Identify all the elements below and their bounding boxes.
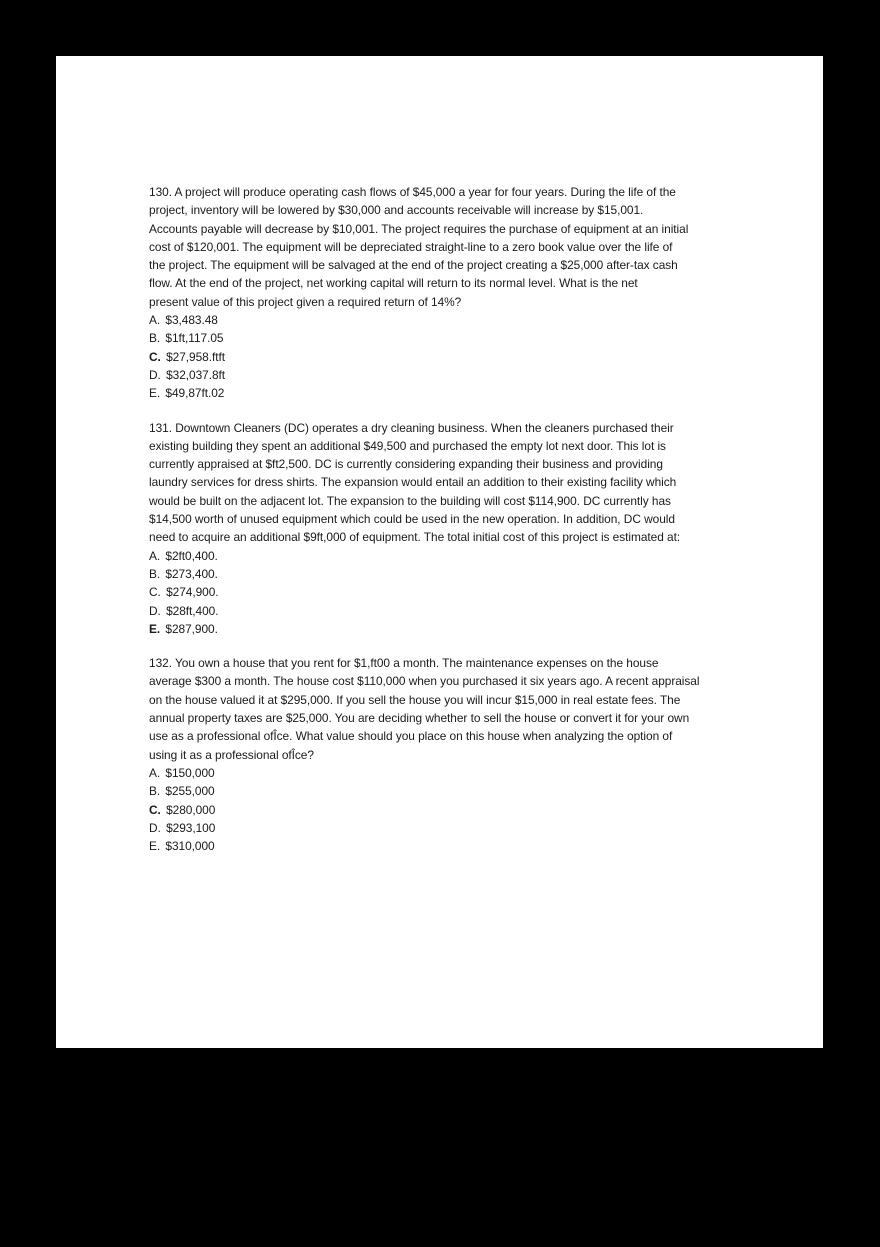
question-text (149, 183, 749, 311)
option-value: $27,958.ftft (166, 349, 225, 364)
option-value: $293,100 (166, 820, 216, 835)
answer-options (149, 311, 749, 402)
question-text-line: currently appraised at $ft2,500. DC is currently considering expanding their business and providing (149, 457, 663, 472)
answer-options (149, 764, 749, 855)
option-value: $274,900. (166, 585, 219, 600)
question-text-line: 130. A project will produce operating cash flows of $45,000 a year for four years. During the life of the (149, 185, 676, 199)
option-label: B. (149, 331, 161, 346)
option-label: B. (149, 566, 161, 581)
option-label: E. (149, 386, 161, 401)
question-text-line: cost of $120,001. The equipment will be depreciated straight-line to a zero book value over the life of (149, 239, 673, 254)
option-value: $1ft,117.05 (165, 331, 224, 346)
option-value: $49,87ft.02 (165, 386, 225, 401)
option-label: A. (149, 548, 161, 563)
option-value: $3,483.48 (165, 313, 218, 328)
question-text-line: using it as a professional ofÎce? (149, 747, 314, 762)
answer-option-a (149, 547, 749, 565)
question-text-line: present value of this project given a required return of 14%? (149, 294, 462, 309)
document-content (149, 183, 749, 871)
question-text-line: the project. The equipment will be salvaged at the end of the project creating a $25,000 after-tax cash (149, 258, 678, 273)
question-text-line: flow. At the end of the project, net working capital will return to its normal level. What is the net (149, 276, 638, 291)
question-text-line: on the house valued it at $295,000. If you sell the house you will incur $15,000 in real estate fees. The (149, 692, 681, 707)
answer-option-b (149, 565, 749, 583)
question-block-132 (149, 654, 749, 855)
answer-option-d (149, 602, 749, 620)
answer-option-c (149, 348, 749, 366)
answer-option-e (149, 837, 749, 855)
question-text (149, 419, 749, 547)
question-text-line: project, inventory will be lowered by $30,000 and accounts receivable will increase by $15,001. (149, 203, 644, 218)
question-text-line: $14,500 worth of unused equipment which could be used in the new operation. In addition, DC would (149, 512, 675, 527)
answer-option-d (149, 366, 749, 384)
question-text-line: existing building they spent an additional $49,500 and purchased the empty lot next door. This lot is (149, 438, 666, 453)
option-label: D. (149, 820, 161, 835)
option-label: A. (149, 765, 161, 780)
option-label: A. (149, 313, 161, 328)
option-value: $287,900. (165, 621, 218, 636)
question-text (149, 654, 749, 764)
question-text-line: 131. Downtown Cleaners (DC) operates a dry cleaning business. When the cleaners purchased their (149, 420, 674, 435)
question-text-line: would be built on the adjacent lot. The expansion to the building will cost $114,900. DC currently has (149, 493, 671, 508)
answer-option-a (149, 311, 749, 329)
question-text-line: Accounts payable will decrease by $10,001. The project requires the purchase of equipment at an initial (149, 221, 689, 236)
answer-option-c (149, 583, 749, 601)
question-text-line: annual property taxes are $25,000. You are deciding whether to sell the house or convert it for your own (149, 711, 690, 726)
option-value: $2ft0,400. (165, 548, 218, 563)
question-block-131 (149, 419, 749, 639)
option-label: D. (149, 367, 161, 382)
option-value: $273,400. (165, 566, 218, 581)
option-label: B. (149, 784, 161, 799)
option-label: C. (149, 349, 161, 364)
answer-option-d (149, 819, 749, 837)
option-value: $28ft,400. (166, 603, 219, 618)
question-text-line: laundry services for dress shirts. The expansion would entail an addition to their existing facility which (149, 475, 677, 490)
answer-option-c (149, 801, 749, 819)
option-value: $310,000 (165, 839, 215, 854)
option-label: E. (149, 621, 161, 636)
option-value: $280,000 (166, 802, 216, 817)
option-label: E. (149, 839, 161, 854)
document-page (56, 56, 823, 1048)
answer-option-a (149, 764, 749, 782)
question-text-line: need to acquire an additional $9ft,000 of equipment. The total initial cost of this project is estimated at: (149, 530, 681, 545)
answer-options (149, 547, 749, 638)
option-label: D. (149, 603, 161, 618)
question-text-line: use as a professional ofÎce. What value should you place on this house when analyzing the option of (149, 729, 673, 744)
option-value: $150,000 (165, 765, 215, 780)
option-label: C. (149, 802, 161, 817)
option-value: $32,037.8ft (166, 367, 226, 382)
question-text-line: average $300 a month. The house cost $110,000 when you purchased it six years ago. A recent appraisal (149, 674, 700, 689)
option-value: $255,000 (165, 784, 215, 799)
answer-option-e (149, 620, 749, 638)
answer-option-e (149, 384, 749, 402)
answer-option-b (149, 782, 749, 800)
question-block-130 (149, 183, 749, 403)
answer-option-b (149, 329, 749, 347)
question-text-line: 132. You own a house that you rent for $1,ft00 a month. The maintenance expenses on the house (149, 656, 659, 671)
option-label: C. (149, 585, 161, 600)
